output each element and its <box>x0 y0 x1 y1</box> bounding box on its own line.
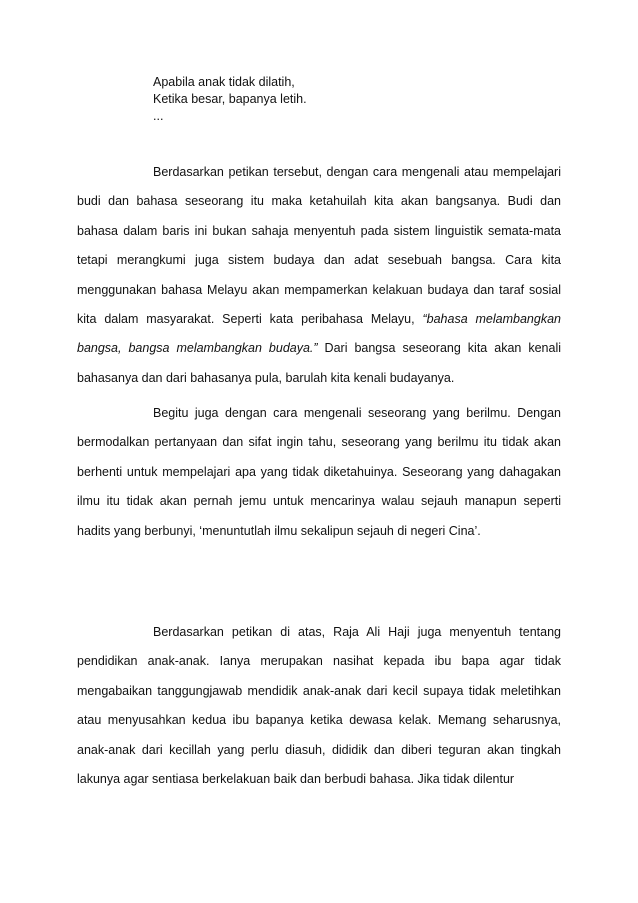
poem-line: Apabila anak tidak dilatih, <box>153 75 295 89</box>
poem-ellipsis: ... <box>153 109 164 123</box>
poem-line: Ketika besar, bapanya letih. <box>153 92 307 106</box>
peribahasa-quote: “bahasa melambangkan bangsa, bangsa melambangkan budaya.” <box>77 312 561 356</box>
poem-excerpt <box>153 74 473 125</box>
paragraph-pendidikan-anak: Berdasarkan petikan di atas, Raja Ali Haji juga menyentuh tentang pendidikan anak-anak. Ianya merupakan nasihat kepada ibu bapa agar tidak mengabaikan tanggungjawab mendidik anak-anak dari kecil supaya tidak meletihkan atau menyusahkan kedua ibu bapanya ketika dewasa kelak. Memang seharusnya, anak-anak dari kecillah yang perlu diasuh, dididik dan diberi teguran akan tingkah lakunya agar sentiasa berkelakuan baik dan berbudi bahasa. Jika tidak dilentur <box>77 625 561 787</box>
paragraph-text: Berdasarkan petikan tersebut, dengan cara mengenali atau mempelajari budi dan bahasa seseorang itu maka ketahuilah kita akan bangsanya. Budi dan bahasa dalam baris ini bukan sahaja menyentuh pada sistem linguistik semata-mata tetapi merangkumi juga sistem budaya dan adat sesebuah bangsa. Cara kita menggunakan bahasa Melayu akan mempamerkan kelakuan budaya dan taraf sosial kita dalam masyarakat. Seperti kata peribahasa Melayu, <box>77 165 561 327</box>
paragraph-text: Dari bangsa seseorang kita akan kenali bahasanya dan dari bahasanya pula, barulah kita kenali budayanya. <box>77 341 561 385</box>
paragraph-berilmu: Begitu juga dengan cara mengenali seseorang yang berilmu. Dengan bermodalkan pertanyaan dan sifat ingin tahu, seseorang yang berilmu itu tidak akan berhenti untuk mempelajari apa yang tidak diketahuinya. Seseorang yang dahagakan ilmu itu tidak akan pernah jemu untuk mencarinya walau sejauh manapun seperti hadits yang berbunyi, ‘menuntutlah ilmu sekalipun sejauh di negeri Cina’. <box>77 406 561 538</box>
paragraph-budi-bahasa <box>77 158 561 393</box>
